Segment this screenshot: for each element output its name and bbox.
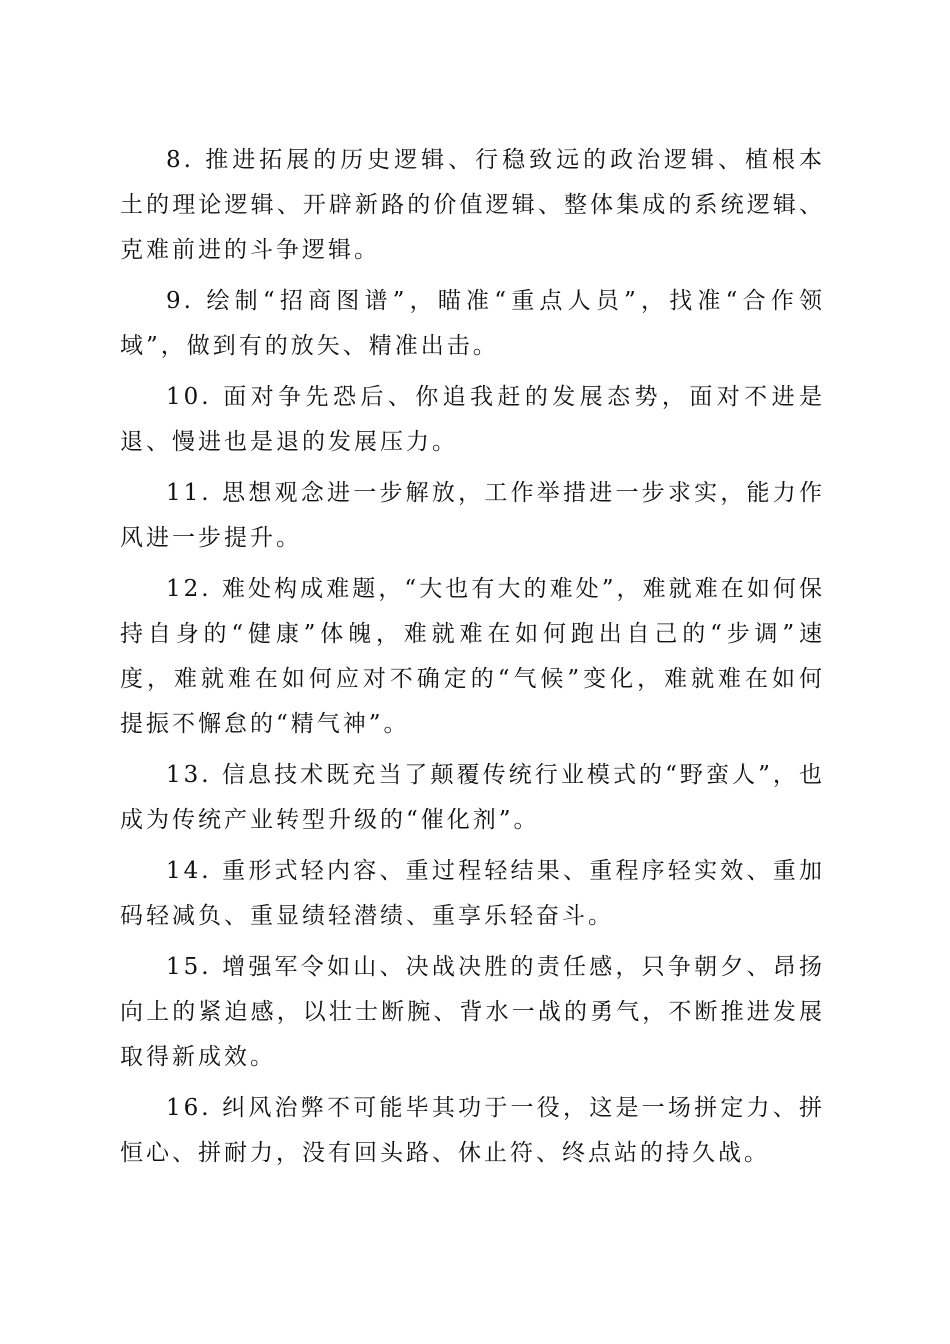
paragraph-10: 10. 面对争先恐后、你追我赶的发展态势，面对不进是退、慢进也是退的发展压力。	[120, 384, 825, 455]
paragraph-11: 11. 思想观念进一步解放，工作举措进一步求实，能力作风进一步提升。	[120, 480, 825, 551]
paragraph-16: 16. 纠风治弊不可能毕其功于一役，这是一场拼定力、拼恒心、拼耐力，没有回头路、休止符、终点站的持久战。	[120, 1095, 825, 1166]
paragraph-8: 8. 推进拓展的历史逻辑、行稳致远的政治逻辑、植根本土的理论逻辑、开辟新路的价值逻辑、整体集成的系统逻辑、克难前进的斗争逻辑。	[120, 147, 825, 263]
paragraph-15: 15. 增强军令如山、决战决胜的责任感，只争朝夕、昂扬向上的紧迫感，以壮士断腕、背水一战的勇气，不断推进发展取得新成效。	[120, 954, 825, 1070]
paragraph-9: 9. 绘制“招商图谱”，瞄准“重点人员”，找准“合作领域”，做到有的放矢、精准出击。	[120, 288, 825, 359]
paragraph-12: 12. 难处构成难题，“大也有大的难处”，难就难在如何保持自身的“健康”体魄，难就难在如何跑出自己的“步调”速度，难就难在如何应对不确定的“气候”变化，难就难在如何提振不懈怠的“精气神”。	[120, 576, 825, 737]
document-body	[120, 138, 825, 1182]
paragraph-14: 14. 重形式轻内容、重过程轻结果、重程序轻实效、重加码轻减负、重显绩轻潜绩、重享乐轻奋斗。	[120, 858, 825, 929]
paragraph-13: 13. 信息技术既充当了颠覆传统行业模式的“野蛮人”，也成为传统产业转型升级的“催化剂”。	[120, 762, 825, 833]
